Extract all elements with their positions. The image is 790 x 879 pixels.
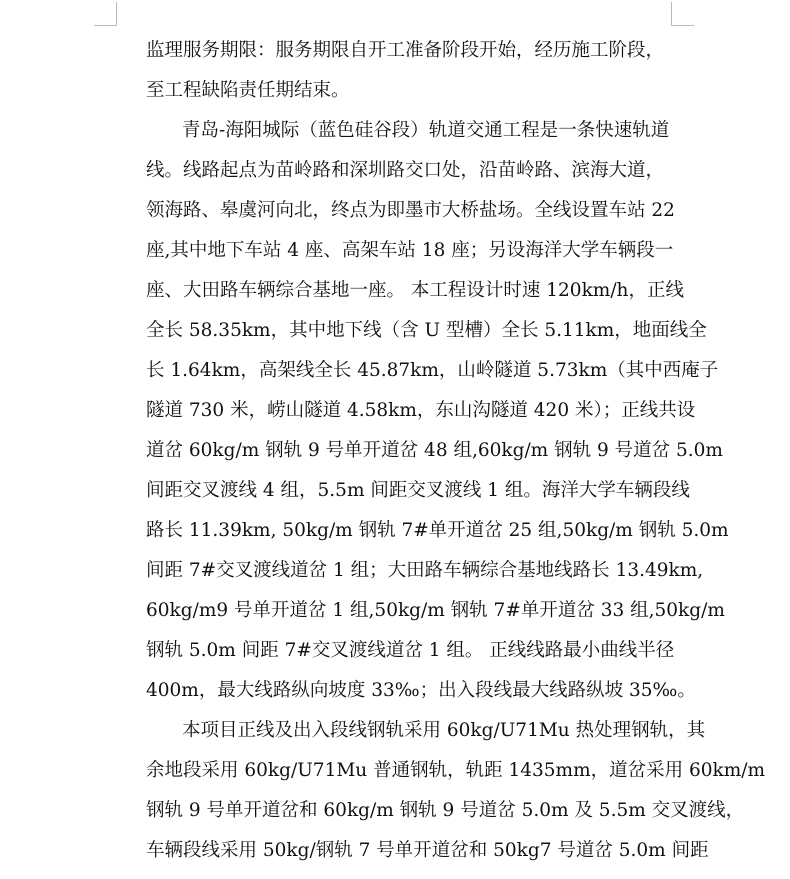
text-line: 监理服务期限：服务期限自开工准备阶段开始，经历施工阶段，	[146, 40, 665, 61]
crop-mark-top-right-horizontal	[671, 25, 694, 26]
text-line: 车辆段线采用 50kg/钢轨 7 号单开道岔和 50kg7 号道岔 5.0m 间距	[146, 840, 709, 861]
text-line: 路长 11.39km, 50kg/m 钢轨 7#单开道岔 25 组,50kg/m 钢轨 5.0m	[146, 520, 729, 541]
text-line: 余地段采用 60kg/U71Mu 普通钢轨，轨距 1435mm，道岔采用 60km/m	[146, 760, 766, 781]
text-line: 线。线路起点为苗岭路和深圳路交口处，沿苗岭路、滨海大道，	[146, 160, 665, 181]
crop-mark-top-left-horizontal	[94, 25, 117, 26]
text-line: 至工程缺陷责任期结束。	[146, 80, 350, 101]
text-line: 隧道 730 米，崂山隧道 4.58km，东山沟隧道 420 米）；正线共设	[146, 400, 696, 421]
paragraph-start-line: 本项目正线及出入段线钢轨采用 60kg/U71Mu 热处理钢轨，其	[182, 720, 706, 741]
text-line: 间距 7#交叉渡线道岔 1 组；大田路车辆综合基地线路长 13.49km,	[146, 560, 704, 581]
text-line: 座、大田路车辆综合基地一座。 本工程设计时速 120km/h，正线	[146, 280, 684, 301]
text-line: 60kg/m9 号单开道岔 1 组,50kg/m 钢轨 7#单开道岔 33 组,50kg/m	[146, 600, 725, 621]
crop-mark-top-left-vertical	[116, 2, 117, 26]
text-line: 长 1.64km，高架线全长 45.87km，山岭隧道 5.73km（其中西庵子	[146, 360, 719, 381]
text-line: 钢轨 5.0m 间距 7#交叉渡线道岔 1 组。 正线线路最小曲线半径	[146, 640, 675, 661]
paragraph-start-line: 青岛-海阳城际（蓝色硅谷段）轨道交通工程是一条快速轨道	[182, 120, 670, 141]
text-line: 座,其中地下车站 4 座、高架车站 18 座；另设海洋大学车辆段一	[146, 240, 674, 261]
text-line: 全长 58.35km，其中地下线（含 U 型槽）全长 5.11km，地面线全	[146, 320, 707, 341]
text-line: 间距交叉渡线 4 组，5.5m 间距交叉渡线 1 组。海洋大学车辆段线	[146, 480, 690, 501]
text-line: 领海路、皋虞河向北，终点为即墨市大桥盐场。全线设置车站 22	[146, 200, 675, 221]
text-line: 400m，最大线路纵向坡度 33‰；出入段线最大线路纵坡 35‰。	[146, 680, 696, 701]
text-line: 道岔 60kg/m 钢轨 9 号单开道岔 48 组,60kg/m 钢轨 9 号道岔 5.0m	[146, 440, 723, 461]
crop-mark-top-right-vertical	[671, 2, 672, 26]
text-line: 钢轨 9 号单开道岔和 60kg/m 钢轨 9 号道岔 5.0m 及 5.5m 交叉渡线，	[146, 800, 745, 821]
